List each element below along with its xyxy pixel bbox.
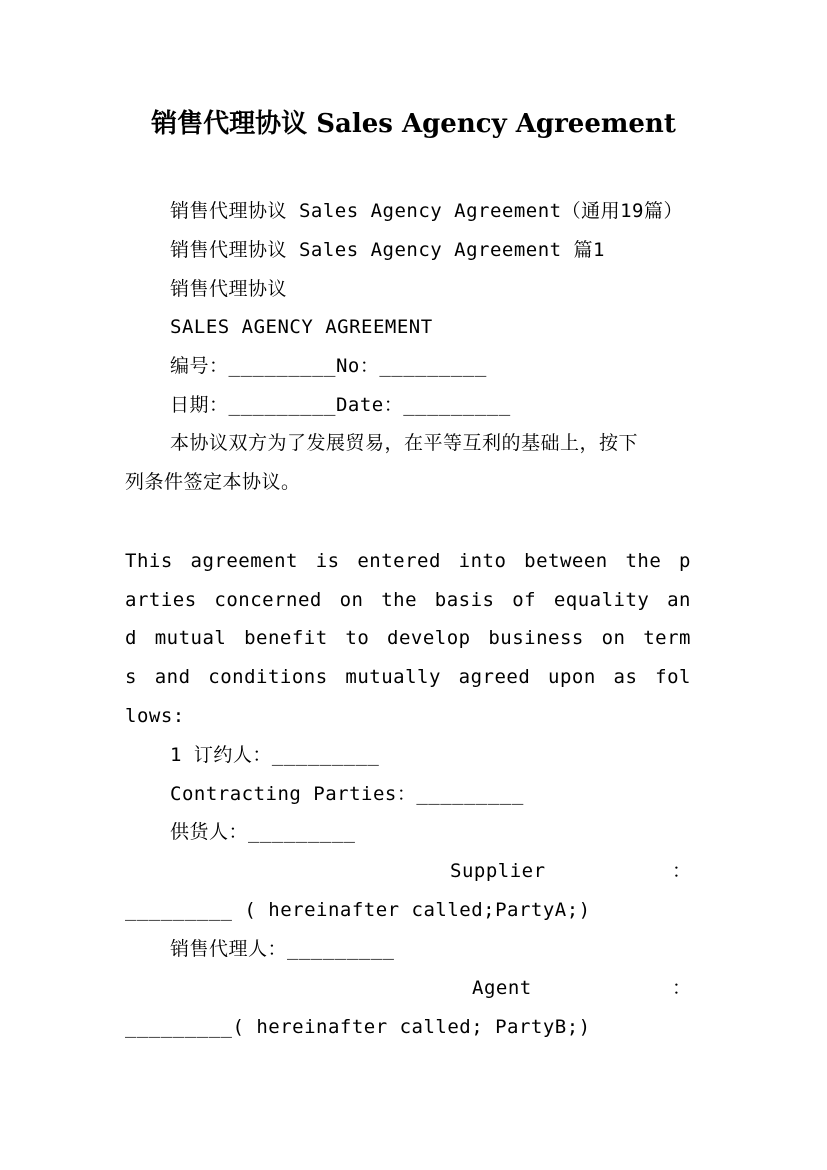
word: agreed (458, 666, 531, 688)
word: develop (387, 627, 471, 649)
agreement-name-cn: 销售代理协议 (170, 278, 288, 300)
word: and (154, 666, 191, 688)
word: d (125, 627, 137, 649)
word: the (381, 589, 418, 611)
word: an (667, 589, 691, 611)
word: This (125, 550, 173, 572)
word: fol (655, 666, 691, 688)
word: the (625, 550, 662, 572)
agreement-name-en: SALES AGENCY AGREEMENT (170, 316, 433, 338)
word: term (643, 627, 691, 649)
supplier-cn: 供货人：_________ (170, 821, 356, 843)
intro-paragraph-en-line4 (125, 662, 691, 692)
subtitle-line: 销售代理协议 Sales Agency Agreement（通用19篇） (170, 200, 683, 222)
word: to (345, 627, 370, 649)
intro-paragraph-cn-line2: 列条件签定本协议。 (125, 471, 301, 493)
word: arties (125, 589, 197, 611)
document-title: 销售代理协议 Sales Agency Agreement (151, 109, 676, 139)
word: business (488, 627, 584, 649)
agent-party-b-line: _________( hereinafter called; PartyB;) (125, 1016, 591, 1038)
word: concerned (214, 589, 322, 611)
supplier-colon: ： (672, 860, 692, 882)
word: conditions (208, 666, 328, 688)
intro-paragraph-en-line1 (125, 546, 691, 576)
word: is (315, 550, 340, 572)
number-field-line: 编号：_________No：_________ (170, 355, 487, 377)
word: equality (553, 589, 650, 611)
word: on (601, 627, 626, 649)
word: into (458, 550, 507, 572)
word: basis (434, 589, 495, 611)
contracting-parties-en: Contracting Parties：_________ (170, 783, 524, 805)
contracting-parties-cn: 1 订约人：_________ (170, 744, 380, 766)
intro-paragraph-en-line5: lows: (125, 705, 185, 727)
intro-paragraph-cn-line1: 本协议双方为了发展贸易，在平等互利的基础上，按下 (170, 432, 639, 454)
word: entered (357, 550, 441, 572)
agent-colon: ： (672, 977, 692, 999)
agent-cn: 销售代理人：_________ (170, 938, 395, 960)
supplier-label-en: Supplier (450, 860, 546, 882)
word: between (524, 550, 608, 572)
word: mutual (154, 627, 227, 649)
word: on (339, 589, 364, 611)
word: benefit (244, 627, 328, 649)
intro-paragraph-en-line3 (125, 623, 691, 653)
word: s (125, 666, 137, 688)
word: of (512, 589, 537, 611)
word: p (679, 550, 691, 572)
word: agreement (190, 550, 298, 572)
agent-label-en: Agent (472, 977, 532, 999)
date-field-line: 日期：_________Date：_________ (170, 394, 511, 416)
word: mutually (345, 666, 441, 688)
section-heading: 销售代理协议 Sales Agency Agreement 篇1 (170, 239, 605, 261)
intro-paragraph-en-line2 (125, 585, 691, 615)
supplier-party-a-line: _________ ( hereinafter called;PartyA;) (125, 899, 591, 921)
word: upon (548, 666, 596, 688)
word: as (613, 666, 638, 688)
